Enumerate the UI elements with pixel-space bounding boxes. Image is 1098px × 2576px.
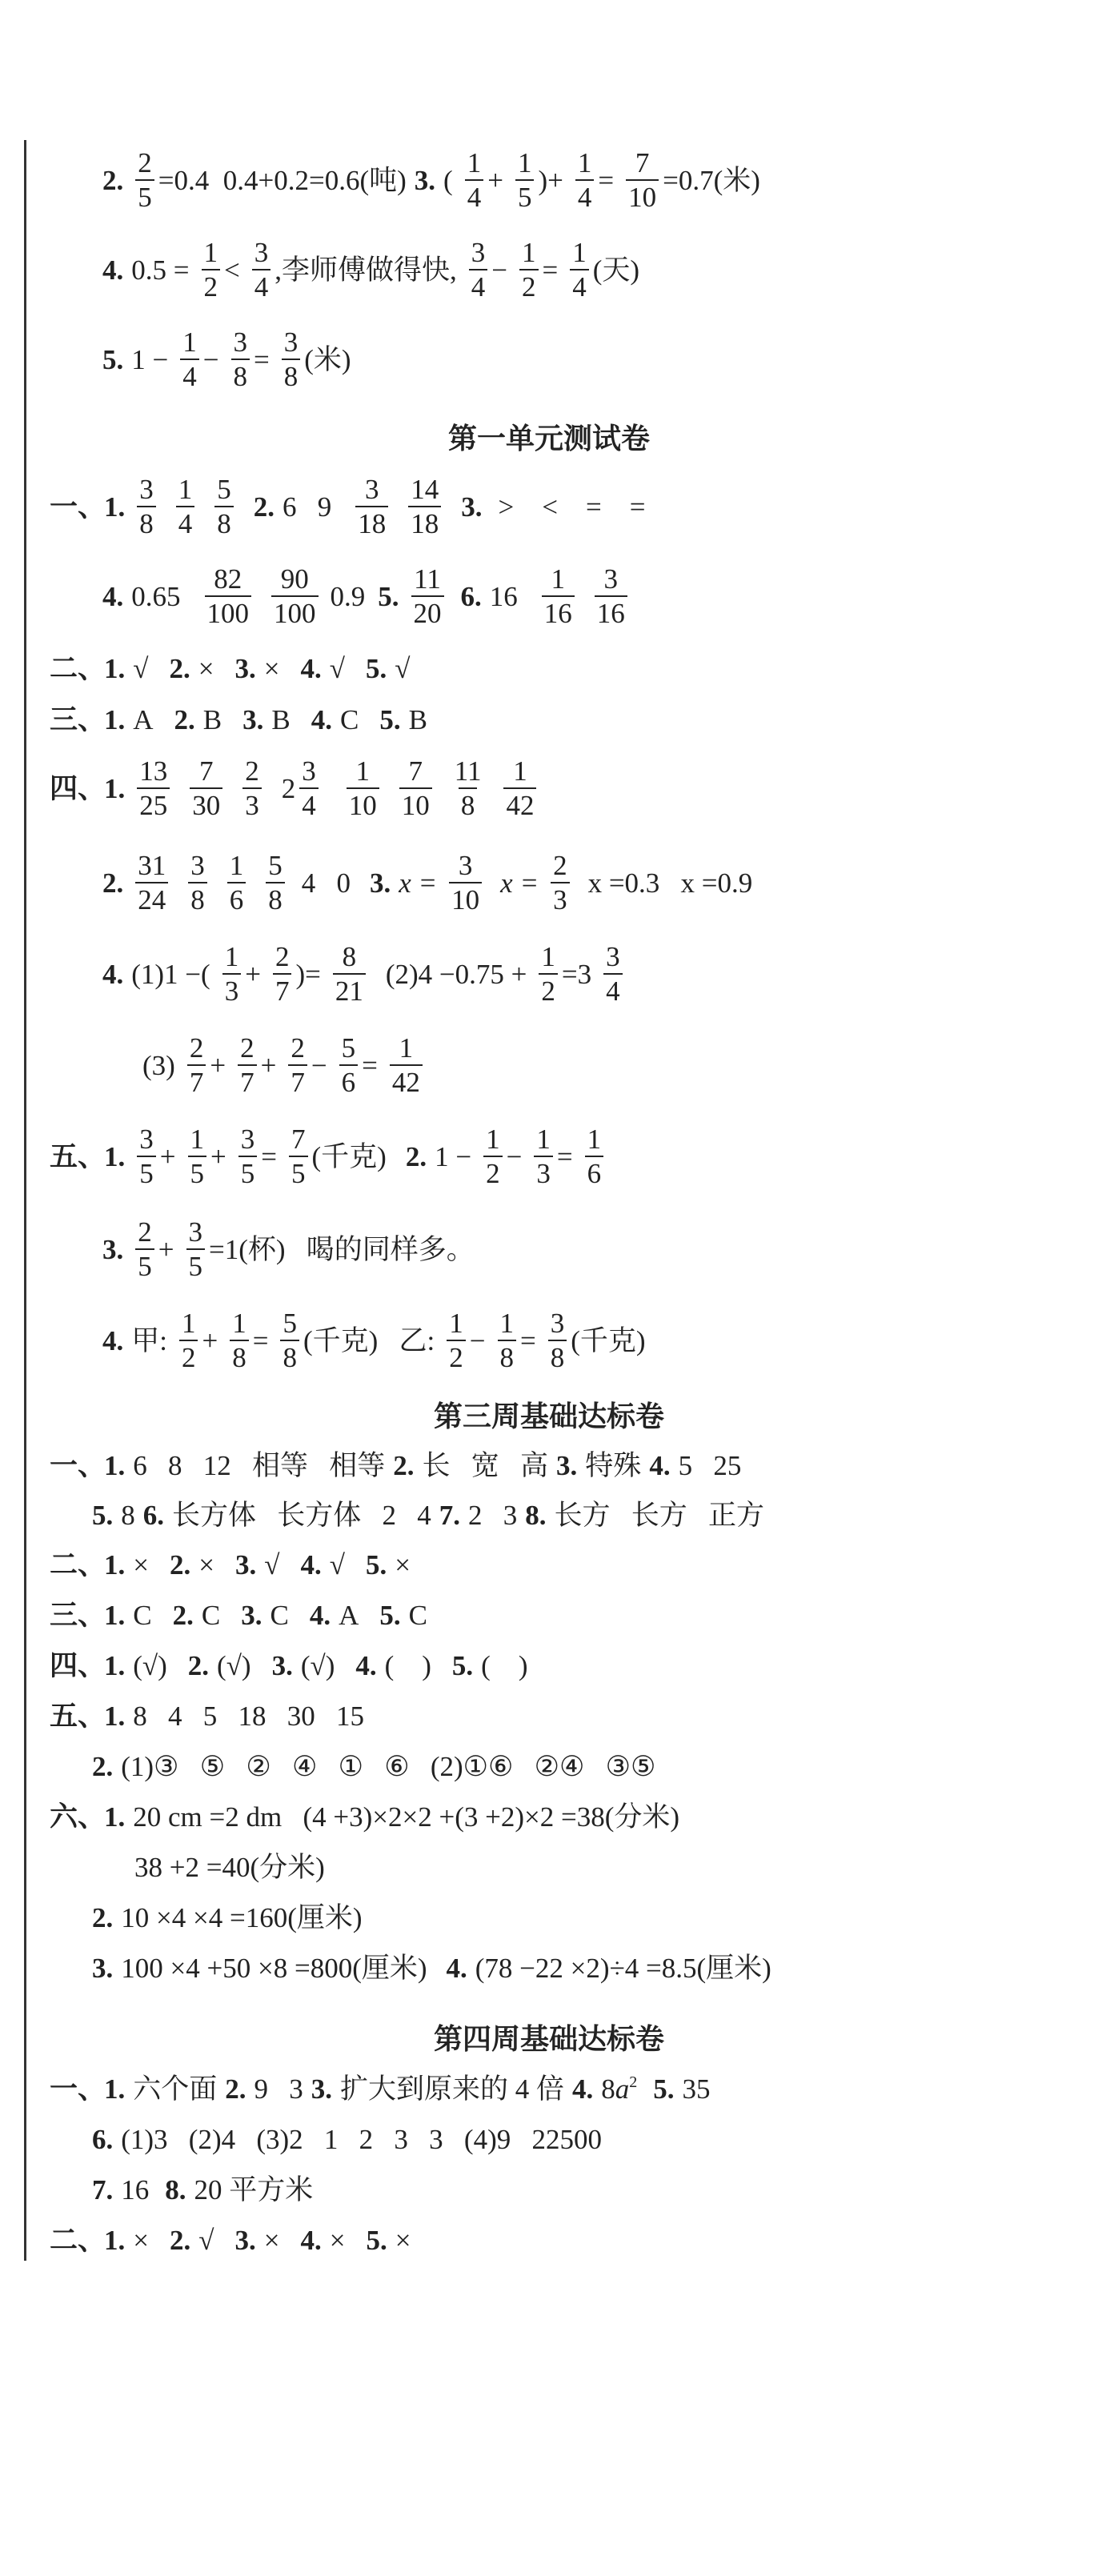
answer-text: (√) [217, 1649, 251, 1681]
answer-text: ( [443, 164, 453, 196]
answer-text: 6 8 12 相等 相等 [133, 1449, 386, 1481]
item-number: 2. [174, 703, 195, 735]
fraction: $\frac{2}{7}$ [273, 943, 292, 1005]
item-number: 4. [102, 958, 124, 990]
item-number: 4. [572, 2073, 594, 2105]
answer-line [92, 1897, 371, 1937]
fraction: $\frac{5}{6}$ [339, 1034, 359, 1096]
item-number: 4. [300, 1548, 322, 1580]
answer-text: (1)1 −( [131, 958, 210, 990]
answer-text: − [311, 1049, 327, 1081]
item-number: 3. [271, 1649, 293, 1681]
answer-text: x = [500, 867, 539, 899]
answer-text: A [133, 703, 154, 735]
answer-text: (2)4 −0.75 + [385, 958, 527, 990]
answer-line [50, 2069, 719, 2109]
section-title: 第一单元测试卷 [447, 423, 650, 455]
answer-line [92, 2119, 610, 2159]
fraction: $\frac{7}{10}$ [626, 149, 659, 211]
answer-text: (1)③ ⑤ ② ④ ① ⑥ (2)①⑥ ②④ ③⑤ [121, 1750, 656, 1782]
answer-line [102, 144, 768, 216]
answer-line [92, 2169, 321, 2209]
fraction: $\frac{1}{4}$ [575, 149, 595, 211]
item-number: 1. [104, 1449, 126, 1481]
answer-text: x =0.3 x =0.9 [587, 867, 753, 899]
item-number: 4. [300, 652, 322, 684]
fraction: $\frac{82}{100}$ [205, 565, 252, 627]
answer-line [50, 699, 435, 739]
answer-line [102, 938, 627, 1010]
item-number: 2. [169, 652, 190, 684]
answer-text: √ [264, 1548, 280, 1580]
part-label: 二、 [50, 2224, 106, 2256]
fraction: $\frac{2}{7}$ [288, 1034, 307, 1096]
answer-text: × [395, 2224, 411, 2256]
answer-text: (千克) [311, 1140, 387, 1172]
fraction: $\frac{1}{4}$ [176, 475, 195, 538]
fraction: $\frac{5}{8}$ [214, 475, 234, 538]
answer-line [50, 1645, 535, 1685]
fraction: $\frac{1}{5}$ [515, 149, 535, 211]
section-title: 第四周基础达标卷 [433, 2023, 664, 2056]
item-number: 4. [355, 1649, 377, 1681]
answer-text: = [252, 1324, 269, 1356]
fraction: $\frac{1}{8}$ [230, 1309, 249, 1372]
answer-text: − [491, 254, 508, 286]
fraction: $\frac{1}{3}$ [222, 943, 242, 1005]
answer-text: = [598, 164, 615, 196]
answer-text: = [261, 1140, 278, 1172]
part-label: 六、 [50, 1801, 106, 1833]
item-number: 3. [311, 2073, 333, 2105]
fraction: $\frac{3}{5}$ [186, 1218, 206, 1280]
fraction: $\frac{2}{7}$ [238, 1034, 257, 1096]
answer-line [134, 1847, 333, 1887]
answer-line [102, 560, 631, 632]
item-number: 1. [104, 1649, 126, 1681]
answer-text: (千克) 乙: [303, 1324, 435, 1356]
item-number: 4. [649, 1449, 671, 1481]
fraction: $\frac{5}{8}$ [280, 1309, 299, 1372]
answer-line [102, 847, 760, 919]
part-label: 二、 [50, 652, 106, 684]
item-number: 1. [104, 703, 126, 735]
item-number: 1. [104, 1548, 126, 1580]
fraction: $\frac{90}{100}$ [271, 565, 319, 627]
fraction: $\frac{3}{4}$ [603, 943, 623, 1005]
item-number: 4. [102, 1324, 124, 1356]
answer-line [50, 1544, 419, 1584]
answer-text: × [329, 2224, 346, 2256]
fraction: $\frac{3}{8}$ [188, 851, 207, 914]
answer-text: C [340, 703, 359, 735]
answer-line [50, 752, 540, 824]
item-number: 1. [104, 2224, 126, 2256]
part-label: 三、 [50, 703, 106, 735]
item-number: 8. [165, 2173, 186, 2205]
part-label: 一、 [50, 1449, 106, 1481]
answer-text: + [158, 1233, 174, 1265]
fraction: $\frac{3}{8}$ [282, 328, 301, 391]
answer-text: 长方 长方 正方 [554, 1499, 765, 1531]
answer-text: (√) [300, 1649, 335, 1681]
answer-text: 0.9 [330, 580, 366, 612]
part-label: 四、 [50, 772, 106, 804]
answer-text: 1 − [131, 343, 169, 375]
answer-text: 0.5 = [131, 254, 190, 286]
answer-text: 0.65 [131, 580, 181, 612]
fraction: $\frac{13}{25}$ [137, 757, 170, 819]
fraction: $\frac{1}{4}$ [465, 149, 484, 211]
answer-line [92, 1948, 779, 1988]
fraction: $\frac{2}{5}$ [135, 149, 154, 211]
answer-line [50, 1696, 372, 1736]
answer-line [50, 2220, 419, 2260]
answer-text: 20 cm =2 dm (4 +3)×2×2 +(3 +2)×2 =38(分米) [133, 1801, 680, 1833]
answer-text: = [556, 1140, 573, 1172]
answer-text: 5 25 [678, 1449, 742, 1481]
answer-text: 8 [121, 1499, 135, 1531]
answer-text: (天) [592, 254, 640, 286]
item-number: 8. [525, 1499, 547, 1531]
answer-text: C [270, 1599, 289, 1631]
margin-rule [24, 140, 26, 2261]
fraction: $\frac{3}{10}$ [449, 851, 482, 914]
answer-text: ( ) [384, 1649, 431, 1681]
answer-text: (千克) [571, 1324, 646, 1356]
item-number: 5. [653, 2073, 675, 2105]
answer-text: √ [133, 652, 149, 684]
answer-text: (78 −22 ×2)÷4 =8.5(厘米) [475, 1952, 771, 1984]
answer-line [102, 234, 647, 306]
answer-text: 长方体 长方体 2 4 [172, 1499, 431, 1531]
part-label: 五、 [50, 1140, 106, 1172]
answer-text: = [520, 1324, 536, 1356]
fraction: $\frac{3}{8}$ [231, 328, 250, 391]
answer-text: × [263, 2224, 280, 2256]
item-number: 5. [365, 652, 387, 684]
answer-text: 16 [121, 2173, 150, 2205]
answer-text: = [254, 343, 270, 375]
fraction: $\frac{2}{5}$ [135, 1218, 154, 1280]
answer-line [142, 1029, 427, 1101]
fraction: $\frac{3}{16}$ [595, 565, 627, 627]
answer-text: + [202, 1324, 218, 1356]
item-number: 3. [242, 703, 264, 735]
answer-line [102, 323, 359, 395]
fraction: $\frac{1}{42}$ [503, 757, 536, 819]
answer-text: 8 4 5 18 30 15 [133, 1700, 365, 1732]
answer-text: − [506, 1140, 523, 1172]
answer-text: 38 +2 =40(分米) [134, 1851, 325, 1883]
answer-text: 35 [682, 2073, 711, 2105]
item-number: 4. [446, 1952, 467, 1984]
answer-text: − [202, 343, 219, 375]
answer-text: + [245, 958, 261, 990]
item-number: 1. [104, 491, 126, 523]
item-number: 5. [92, 1499, 114, 1531]
answer-text: B [202, 703, 222, 735]
fraction: $\frac{31}{24}$ [135, 851, 168, 914]
item-number: 4. [300, 2224, 322, 2256]
answer-text: ,李师傅做得快, [274, 254, 457, 286]
answer-line [102, 1304, 654, 1376]
answer-text: (米) [304, 343, 351, 375]
part-label: 五、 [50, 1700, 106, 1732]
fraction: $\frac{3}{8}$ [548, 1309, 567, 1372]
item-number: 2. [253, 491, 275, 523]
answer-text: + [487, 164, 503, 196]
answer-text: 10 ×4 ×4 =160(厘米) [121, 1901, 363, 1933]
item-number: 1. [104, 1140, 126, 1172]
fraction: $\frac{1}{2}$ [519, 238, 539, 301]
item-number: 2. [92, 1901, 114, 1933]
answer-text: + [260, 1049, 277, 1081]
answer-text: )+ [538, 164, 563, 196]
fraction: $\frac{2}{7}$ [187, 1034, 206, 1096]
answer-text: =0.4 0.4+0.2=0.6(吨) [158, 164, 407, 196]
fraction: $\frac{1}{42}$ [390, 1034, 423, 1096]
answer-text: 9 3 [254, 2073, 303, 2105]
fraction: $\frac{7}{10}$ [399, 757, 432, 819]
answer-text: × [198, 1548, 215, 1580]
item-number: 3. [234, 652, 256, 684]
item-number: 6. [92, 2123, 114, 2155]
item-number: 1. [104, 772, 126, 804]
item-number: 4. [311, 703, 333, 735]
answer-text: = [362, 1049, 378, 1081]
answer-text: + [210, 1140, 226, 1172]
answer-line [50, 1797, 687, 1837]
item-number: 5. [379, 703, 401, 735]
item-number: 5. [366, 2224, 387, 2256]
fraction: $\frac{5}{8}$ [266, 851, 285, 914]
item-number: 2. [102, 867, 124, 899]
fraction: $\frac{1}{8}$ [498, 1309, 517, 1372]
answer-text: = [542, 254, 559, 286]
answer-line [92, 1495, 772, 1535]
item-number: 7. [439, 1499, 461, 1531]
fraction: $\frac{1}{6}$ [227, 851, 246, 914]
answer-text: √ [329, 652, 345, 684]
fraction: $\frac{3}{5}$ [137, 1125, 156, 1188]
fraction: $\frac{11}{8}$ [454, 755, 482, 821]
answer-text: $8a^2$ [601, 2073, 638, 2105]
answer-text: =3 [561, 958, 592, 990]
answer-text: 4 0 [301, 867, 351, 899]
fraction: $\frac{2}{3}$ [551, 851, 570, 914]
item-number: 5. [378, 580, 399, 612]
answer-line [50, 1120, 607, 1192]
fraction: $\frac{7}{30}$ [190, 757, 222, 819]
fraction: $\frac{1}{5}$ [188, 1125, 207, 1188]
answer-text: B [271, 703, 291, 735]
item-number: 2. [170, 2224, 191, 2256]
answer-text: 长 宽 高 [422, 1449, 549, 1481]
part-label: 一、 [50, 2073, 106, 2105]
fraction: $\frac{1}{2}$ [202, 238, 221, 301]
fraction: $\frac{3}{4}$ [252, 238, 271, 301]
answer-text: 1 − [435, 1140, 472, 1172]
item-number: 2. [225, 2073, 246, 2105]
answer-line [50, 648, 418, 688]
answer-text: C [133, 1599, 152, 1631]
fraction: $\frac{7}{5}$ [289, 1125, 308, 1188]
item-number: 1. [104, 1700, 126, 1732]
answer-text: × [198, 652, 214, 684]
answer-text: 甲: [131, 1324, 167, 1356]
item-number: 5. [102, 343, 124, 375]
fraction: $\frac{1}{4}$ [180, 328, 199, 391]
part-label: 二、 [50, 1548, 106, 1580]
item-number: 6. [460, 580, 482, 612]
answer-text: (3) [142, 1049, 175, 1081]
item-number: 4. [309, 1599, 331, 1631]
section-title: 第三周基础达标卷 [433, 1400, 664, 1433]
fraction: $\frac{8}{21}$ [333, 943, 366, 1005]
fraction: $\frac{3}{5}$ [238, 1125, 258, 1188]
answer-text: ( ) [481, 1649, 528, 1681]
answer-text: > < = = [498, 491, 646, 523]
fraction: $\frac{1}{2}$ [483, 1125, 503, 1188]
item-number: 1. [104, 652, 126, 684]
item-number: 2. [102, 164, 124, 196]
part-label: 三、 [50, 1599, 106, 1631]
fraction: $\frac{1}{4}$ [570, 238, 589, 301]
item-number: 2. [405, 1140, 427, 1172]
answer-line [102, 1213, 483, 1285]
item-number: 5. [379, 1599, 401, 1631]
fraction: $\frac{1}{2}$ [447, 1309, 466, 1372]
item-number: 1. [104, 1599, 126, 1631]
part-label: 四、 [50, 1649, 106, 1681]
item-number: 3. [92, 1952, 114, 1984]
answer-text: 16 [489, 580, 518, 612]
item-number: 7. [92, 2173, 114, 2205]
answer-text: x = [399, 867, 438, 899]
answer-text: √ [395, 652, 411, 684]
fraction: $\frac{1}{16}$ [542, 565, 575, 627]
answer-text: 特殊 [585, 1449, 642, 1481]
fraction: $\frac{3}{18}$ [355, 475, 388, 538]
fraction: $\frac{1}{3}$ [534, 1125, 553, 1188]
fraction: $\frac{1}{2}$ [179, 1309, 198, 1372]
item-number: 3. [370, 867, 391, 899]
answer-text: + [210, 1049, 226, 1081]
answer-text: × [133, 1548, 150, 1580]
answer-text: B [408, 703, 427, 735]
answer-text: 2 3 [468, 1499, 518, 1531]
answer-text: C [201, 1599, 221, 1631]
answer-line [50, 1445, 749, 1485]
fraction: $\frac{11}{20}$ [411, 565, 444, 627]
item-number: 4. [102, 580, 124, 612]
item-number: 2. [172, 1599, 194, 1631]
answer-line [50, 471, 653, 543]
fraction: $\frac{14}{18}$ [408, 475, 441, 538]
item-number: 2. [393, 1449, 415, 1481]
fraction: $\frac{2}{3}$ [242, 757, 262, 819]
answer-text: × [133, 2224, 150, 2256]
answer-text: + [159, 1140, 176, 1172]
item-number: 3. [235, 1548, 257, 1580]
item-number: 3. [556, 1449, 578, 1481]
item-number: 3. [241, 1599, 262, 1631]
answer-text: )= [295, 958, 321, 990]
item-number: 3. [234, 2224, 256, 2256]
answer-text: < [224, 254, 240, 286]
fraction: $\frac{3}{4}$ [469, 238, 488, 301]
answer-text: A [339, 1599, 359, 1631]
answer-text: × [395, 1548, 411, 1580]
answer-text: C [408, 1599, 427, 1631]
answer-text: 六个面 [133, 2073, 218, 2105]
fraction: $\frac{3}{8}$ [137, 475, 156, 538]
answer-text: =0.7(米) [663, 164, 760, 196]
item-number: 6. [142, 1499, 164, 1531]
item-number: 5. [451, 1649, 474, 1681]
answer-text: 20 平方米 [194, 2173, 314, 2205]
item-number: 2. [170, 1548, 191, 1580]
item-number: 1. [104, 1801, 126, 1833]
fraction: $\frac{1}{2}$ [539, 943, 558, 1005]
answer-text: (√) [133, 1649, 167, 1681]
answer-text: (1)3 (2)4 (3)2 1 2 3 3 (4)9 22500 [121, 2123, 602, 2155]
answer-text: √ [198, 2224, 214, 2256]
item-number: 5. [365, 1548, 387, 1580]
item-number: 4. [102, 254, 124, 286]
item-number: 1. [104, 2073, 126, 2105]
answer-text: √ [329, 1548, 345, 1580]
mixed-number: 2 $\frac{3}{4}$ [282, 757, 323, 819]
answer-text: × [263, 652, 280, 684]
fraction: $\frac{1}{10}$ [347, 757, 379, 819]
item-number: 3. [414, 164, 436, 196]
item-number: 3. [461, 491, 483, 523]
item-number: 2. [92, 1750, 114, 1782]
answer-text: 6 9 [283, 491, 332, 523]
answer-text: 100 ×4 +50 ×8 =800(厘米) [121, 1952, 427, 1984]
fraction: $\frac{1}{6}$ [585, 1125, 604, 1188]
answer-text: 扩大到原来的 4 倍 [340, 2073, 565, 2105]
answer-line [50, 1595, 435, 1635]
item-number: 3. [102, 1233, 124, 1265]
answer-text: − [469, 1324, 486, 1356]
answer-text: =1(杯) 喝的同样多。 [209, 1233, 475, 1265]
item-number: 2. [187, 1649, 210, 1681]
part-label: 一、 [50, 491, 106, 523]
answer-line [92, 1746, 663, 1786]
